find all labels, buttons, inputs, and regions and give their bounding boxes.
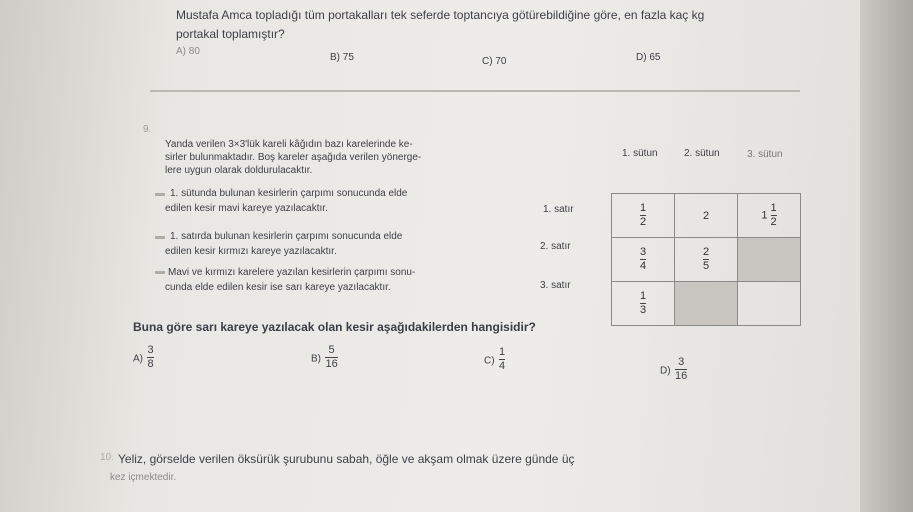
- q9-rule3-2: cunda elde edilen kesir ise sarı kareye yazılacaktır.: [165, 282, 391, 293]
- col-header-3: 3. sütun: [747, 149, 783, 160]
- cell-r3c3-empty: [738, 282, 801, 326]
- page-edge-shadow: [860, 0, 913, 512]
- prev-option-c: C) 70: [482, 56, 507, 67]
- q9-intro-1: Yanda verilen 3×3'lük kareli kâğıdın bazı karelerinde ke-: [165, 139, 413, 150]
- row-label-2: 2. satır: [540, 241, 571, 252]
- q9-rule2-2: edilen kesir kırmızı kareye yazılacaktır.: [165, 246, 337, 257]
- q9-question: Buna göre sarı kareye yazılacak olan kesir aşağıdakilerden hangisidir?: [133, 320, 536, 334]
- q9-rule1-1: 1. sütunda bulunan kesirlerin çarpımı sonucunda elde: [170, 188, 408, 199]
- bullet-mark: [155, 193, 165, 196]
- separator-line: [150, 90, 800, 92]
- q10-line2: kez içmektedir.: [110, 472, 177, 483]
- fraction-grid: [611, 193, 801, 326]
- cell-r1c2: 2: [675, 194, 738, 238]
- q10-line1: Yeliz, görselde verilen öksürük şurubunu sabah, öğle ve akşam olmak üzere günde üç: [118, 452, 575, 466]
- q10-number: 10.: [100, 452, 114, 463]
- prev-question-line2: portakal toplamıştır?: [176, 27, 285, 41]
- q9-option-d: D) $\frac{3}{16}$: [660, 356, 688, 382]
- q9-intro-3: lere uygun olarak doldurulacaktır.: [165, 165, 313, 176]
- col-header-1: 1. sütun: [622, 148, 658, 159]
- q9-option-c: C) $\frac{1}{4}$: [484, 346, 506, 372]
- cell-r3c1: $\frac{1}{3}$: [612, 282, 675, 326]
- prev-option-a: A) 80: [176, 46, 200, 57]
- prev-option-d: D) 65: [636, 52, 661, 63]
- cell-r3c2-empty: [675, 282, 738, 326]
- q9-number: 9.: [143, 124, 152, 135]
- cell-r1c1: $\frac{1}{2}$: [612, 194, 675, 238]
- q9-option-a: A) $\frac{3}{8}$: [133, 344, 154, 370]
- prev-option-b: B) 75: [330, 52, 354, 63]
- bullet-mark: [155, 271, 165, 274]
- col-header-2: 2. sütun: [684, 148, 720, 159]
- row-label-3: 3. satır: [540, 280, 571, 291]
- row-label-1: 1. satır: [543, 204, 574, 215]
- cell-r2c2: $\frac{2}{5}$: [675, 238, 738, 282]
- q9-intro-2: sirler bulunmaktadır. Boş kareler aşağıda verilen yönerge-: [165, 152, 422, 163]
- bullet-mark: [155, 236, 165, 239]
- q9-rule2-1: 1. satırda bulunan kesirlerin çarpımı sonucunda elde: [170, 231, 403, 242]
- prev-question-line1: Mustafa Amca topladığı tüm portakalları tek seferde toptancıya götürebildiğine göre, en fazla kaç kg: [176, 8, 705, 22]
- cell-r1c3: 1 $\frac{1}{2}$: [738, 194, 801, 238]
- q9-rule3-1: Mavi ve kırmızı karelere yazılan kesirlerin çarpımı sonu-: [168, 267, 416, 278]
- cell-r2c1: $\frac{3}{4}$: [612, 238, 675, 282]
- cell-r2c3-empty: [738, 238, 801, 282]
- q9-rule1-2: edilen kesir mavi kareye yazılacaktır.: [165, 203, 328, 214]
- q9-option-b: B) $\frac{5}{16}$: [311, 344, 338, 370]
